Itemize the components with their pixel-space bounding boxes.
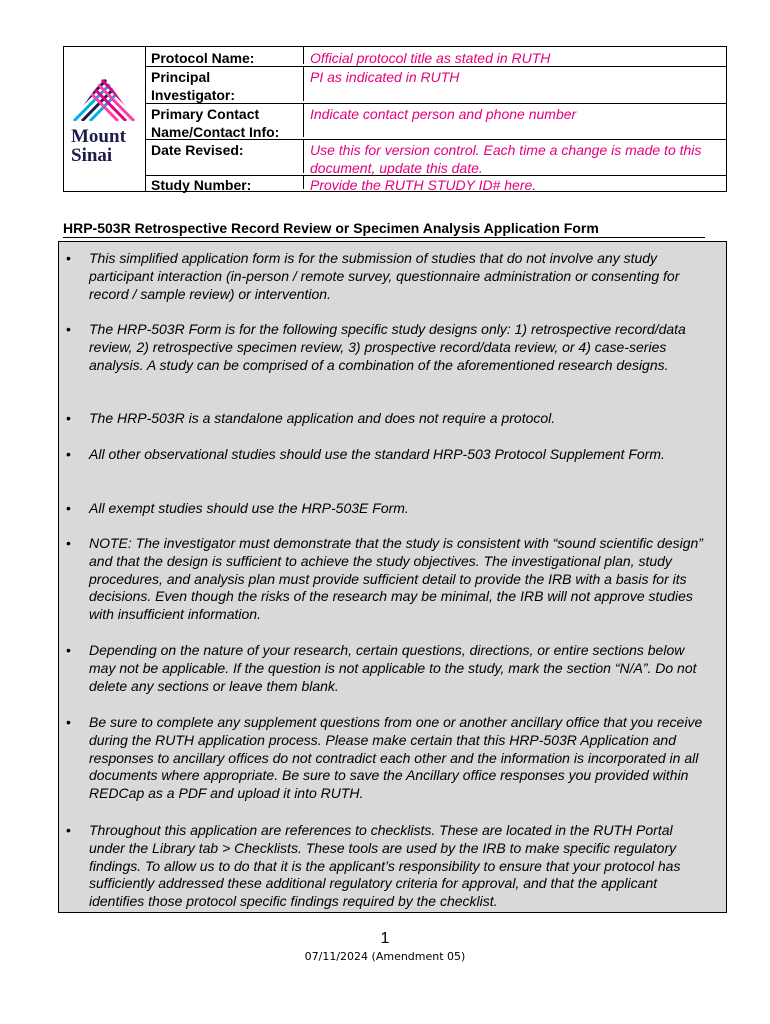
primary-contact-value[interactable]: Indicate contact person and phone number [303, 103, 722, 137]
date-revised-row [145, 139, 726, 176]
bullet-icon: • [66, 321, 71, 337]
principal-investigator-value[interactable]: PI as indicated in RUTH [303, 66, 722, 101]
protocol-name-row [145, 47, 726, 67]
instruction-item [59, 822, 708, 911]
bullet-icon: • [66, 714, 71, 730]
instruction-text: NOTE: The investigator must demonstrate that the study is consistent with “sound scientific design” and that the design is sufficient to achieve the study objectives. The investigational plan, study procedures, and analysis plan must provide sufficient detail to provide the IRB with a basis for its decisions. Even though the risks of the research may be minimal, the IRB will not approve studies with insufficient information. [89, 535, 703, 623]
logo-cell [64, 47, 146, 191]
study-number-label: Study Number: [151, 177, 252, 193]
instruction-item [59, 410, 708, 428]
study-number-value[interactable]: Provide the RUTH STUDY ID# here. [303, 175, 722, 189]
bullet-icon: • [66, 250, 71, 266]
instruction-item [59, 535, 708, 624]
form-title: HRP-503R Retrospective Record Review or Specimen Analysis Application Form [63, 219, 705, 238]
instruction-item [59, 321, 708, 374]
instruction-item [59, 446, 708, 464]
principal-investigator-label: Principal Investigator: [151, 69, 236, 103]
bullet-icon: • [66, 410, 71, 426]
footer-date: 07/11/2024 (Amendment 05) [304, 950, 466, 963]
instruction-item [59, 250, 708, 303]
page-number: 1 [380, 930, 390, 947]
instruction-item [59, 500, 708, 518]
date-revised-value[interactable]: Use this for version control. Each time a change is made to this document, update this date. [303, 139, 722, 173]
bullet-icon: • [66, 822, 71, 838]
bullet-icon: • [66, 446, 71, 462]
primary-contact-row [145, 103, 726, 140]
instruction-text: Throughout this application are references to checklists. These are located in the RUTH Portal under the Library tab > Checklists. These tools are used by the IRB to make specific regulatory findings. To allow us to do that it is the applicant’s responsibility to ensure that your protocol has sufficiently addressed these additional regulatory criteria for approval, and that the applicant identifies those protocol specific findings required by the checklist. [89, 822, 681, 910]
protocol-name-label: Protocol Name: [151, 50, 255, 66]
principal-investigator-row [145, 66, 726, 104]
logo-wordmark [71, 127, 126, 165]
instruction-text: Be sure to complete any supplement questions from one or another ancillary office that you receive during the RUTH application process. Please make certain that this HRP-503R Application and responses to ancillary offices do not contradict each other and the information is incorporated in all documents where appropriate. Be sure to save the Ancillary office responses you provided within REDCap as a PDF and upload it into RUTH. [89, 714, 703, 802]
instruction-text: The HRP-503R is a standalone application and does not require a protocol. [89, 410, 556, 426]
instruction-text: This simplified application form is for the submission of studies that do not involve any study participant interaction (in-person / remote survey, questionnaire administration or consenting for record / sample review) or intervention. [89, 250, 680, 302]
study-number-row [145, 175, 726, 191]
instructions-box [58, 241, 727, 913]
mount-sinai-logo-icon [70, 75, 138, 123]
instruction-text: All other observational studies should use the standard HRP-503 Protocol Supplement Form. [89, 446, 665, 462]
instruction-text: Depending on the nature of your research, certain questions, directions, or entire sections below may not be applicable. If the question is not applicable to the study, mark the section “N/A”. Do not delete any sections or leave them blank. [89, 642, 697, 694]
bullet-icon: • [66, 642, 71, 658]
primary-contact-label: Primary Contact Name/Contact Info: [151, 106, 280, 140]
logo-text-mount: Mount [71, 126, 126, 147]
logo-text-sinai: Sinai [71, 145, 113, 166]
instruction-text: All exempt studies should use the HRP-503E Form. [89, 500, 409, 516]
instruction-item [59, 642, 708, 695]
instruction-text: The HRP-503R Form is for the following specific study designs only: 1) retrospective record/data review, 2) retrospective specimen review, 3) prospective record/data review, or 4) case-series analysis. A study can be comprised of a combination of the aforementioned research designs. [89, 321, 686, 373]
date-revised-label: Date Revised: [151, 142, 244, 158]
protocol-header-table [63, 46, 727, 192]
bullet-icon: • [66, 535, 71, 551]
bullet-icon: • [66, 500, 71, 516]
instruction-item [59, 714, 708, 803]
protocol-name-value[interactable]: Official protocol title as stated in RUTH [303, 47, 722, 64]
